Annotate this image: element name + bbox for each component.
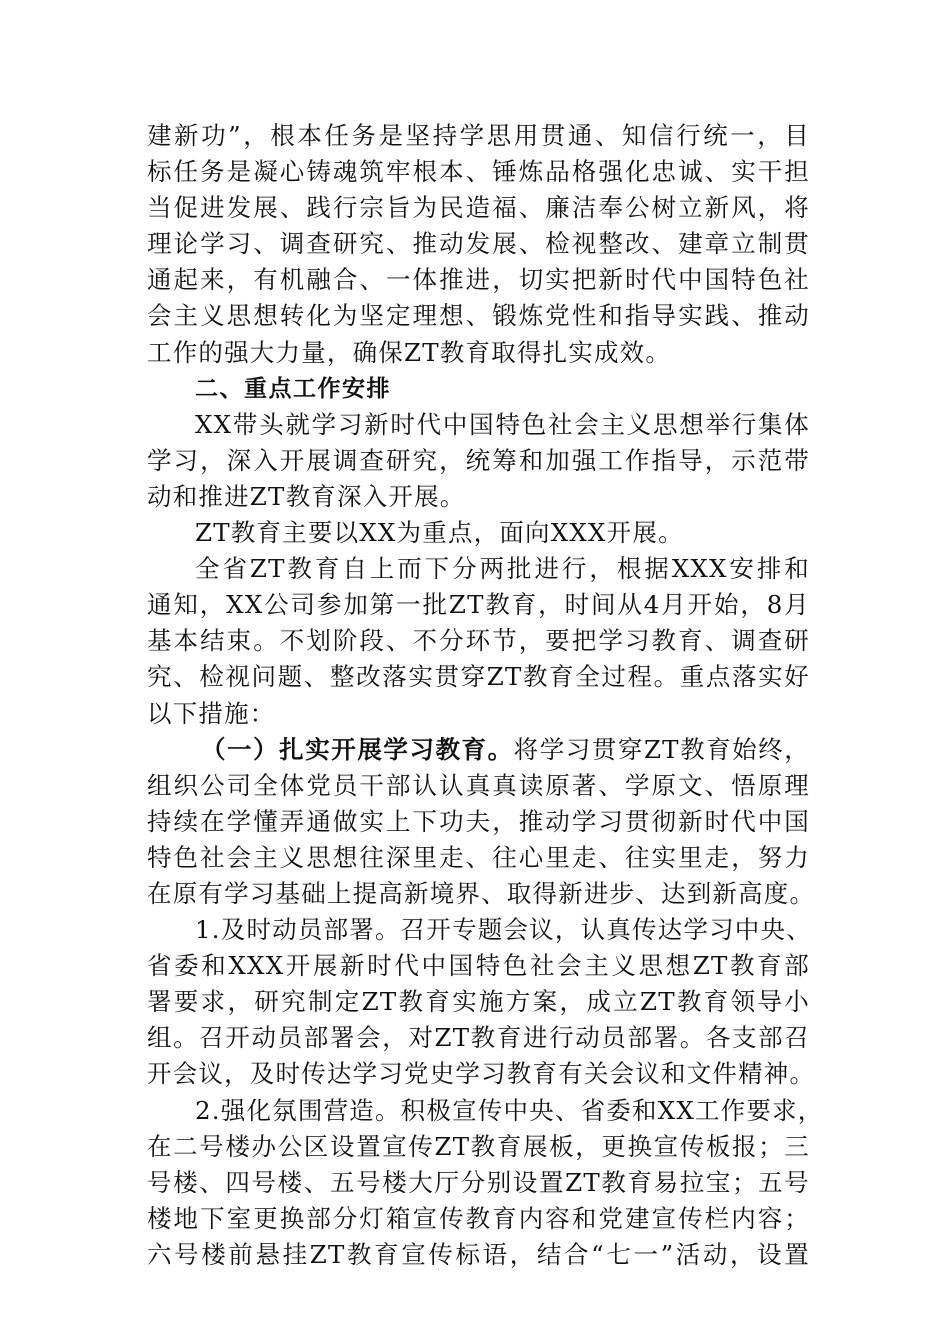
paragraph-line: 开会议，及时传达学习党史学习教育有关会议和文件精神。 <box>147 1059 816 1089</box>
paragraph-line: 省委和XXX开展新时代中国特色社会主义思想ZT教育部 <box>147 951 810 981</box>
subsection-heading: （一）扎实开展学习教育。 <box>201 734 514 764</box>
paragraph-line: 全省ZT教育自上而下分两批进行，根据XXX安排和 <box>195 554 810 584</box>
paragraph-line: 持续在学懂弄通做实上下功夫，推动学习贯彻新时代中国 <box>147 806 810 836</box>
paragraph-line: 究、检视问题、整改落实贯穿ZT教育全过程。重点落实好 <box>147 662 810 692</box>
paragraph-line: 标任务是凝心铸魂筑牢根本、锤炼品格强化忠诚、实干担 <box>147 157 810 187</box>
paragraph-line: 楼地下室更换部分灯箱宣传教育内容和党建宣传栏内容； <box>147 1203 810 1233</box>
paragraph-line: 基本结束。不划阶段、不分环节，要把学习教育、调查研 <box>147 626 810 656</box>
paragraph-line: 工作的强大力量，确保ZT教育取得扎实成效。 <box>147 337 672 367</box>
paragraph-line: 以下措施： <box>147 698 276 728</box>
paragraph-line: 特色社会主义思想往深里走、往心里走、往实里走，努力 <box>147 842 810 872</box>
paragraph-line: 署要求，研究制定ZT教育实施方案，成立ZT教育领导小 <box>147 987 810 1017</box>
paragraph-line: 六号楼前悬挂ZT教育宣传标语，结合“七一”活动，设置 <box>147 1239 810 1269</box>
paragraph-line: 组织公司全体党员干部认认真真读原著、学原文、悟原理 <box>147 770 810 800</box>
document-body <box>147 118 824 1273</box>
paragraph-line: 当促进发展、践行宗旨为民造福、廉洁奉公树立新风，将 <box>147 193 810 223</box>
section-heading: 二、重点工作安排 <box>195 375 391 402</box>
paragraph-line: 建新功”，根本任务是坚持学思用贯通、知信行统一，目 <box>147 121 810 150</box>
paragraph-line: XX带头就学习新时代中国特色社会主义思想举行集体 <box>195 409 810 439</box>
paragraph-line: 在二号楼办公区设置宣传ZT教育展板，更换宣传板报；三 <box>147 1131 810 1161</box>
paragraph-line <box>147 732 810 768</box>
paragraph-line: 组。召开动员部署会，对ZT教育进行动员部署。各支部召 <box>147 1023 810 1053</box>
paragraph-line: 学习，深入开展调查研究，统筹和加强工作指导，示范带 <box>147 445 810 475</box>
paragraph-line: 号楼、四号楼、五号楼大厅分别设置ZT教育易拉宝；五号 <box>147 1167 810 1197</box>
paragraph-line: 会主义思想转化为坚定理想、锻炼党性和指导实践、推动 <box>147 301 810 331</box>
paragraph-line: 1.及时动员部署。召开专题会议，认真传达学习中央、 <box>195 915 812 945</box>
paragraph-line: ZT教育主要以XX为重点，面向XXX开展。 <box>195 518 684 548</box>
paragraph-line: 2.强化氛围营造。积极宣传中央、省委和XX工作要求， <box>195 1095 824 1125</box>
paragraph-line: 动和推进ZT教育深入开展。 <box>147 481 466 511</box>
paragraph-text: 将学习贯穿ZT教育始终， <box>513 734 810 764</box>
paragraph-line: 通起来，有机融合、一体推进，切实把新时代中国特色社 <box>147 265 810 295</box>
paragraph-line: 在原有学习基础上提高新境界、取得新进步、达到新高度。 <box>147 878 816 908</box>
paragraph-line: 理论学习、调查研究、推动发展、检视整改、建章立制贯 <box>147 229 810 259</box>
paragraph-line: 通知，XX公司参加第一批ZT教育，时间从4月开始，8月 <box>147 590 810 620</box>
